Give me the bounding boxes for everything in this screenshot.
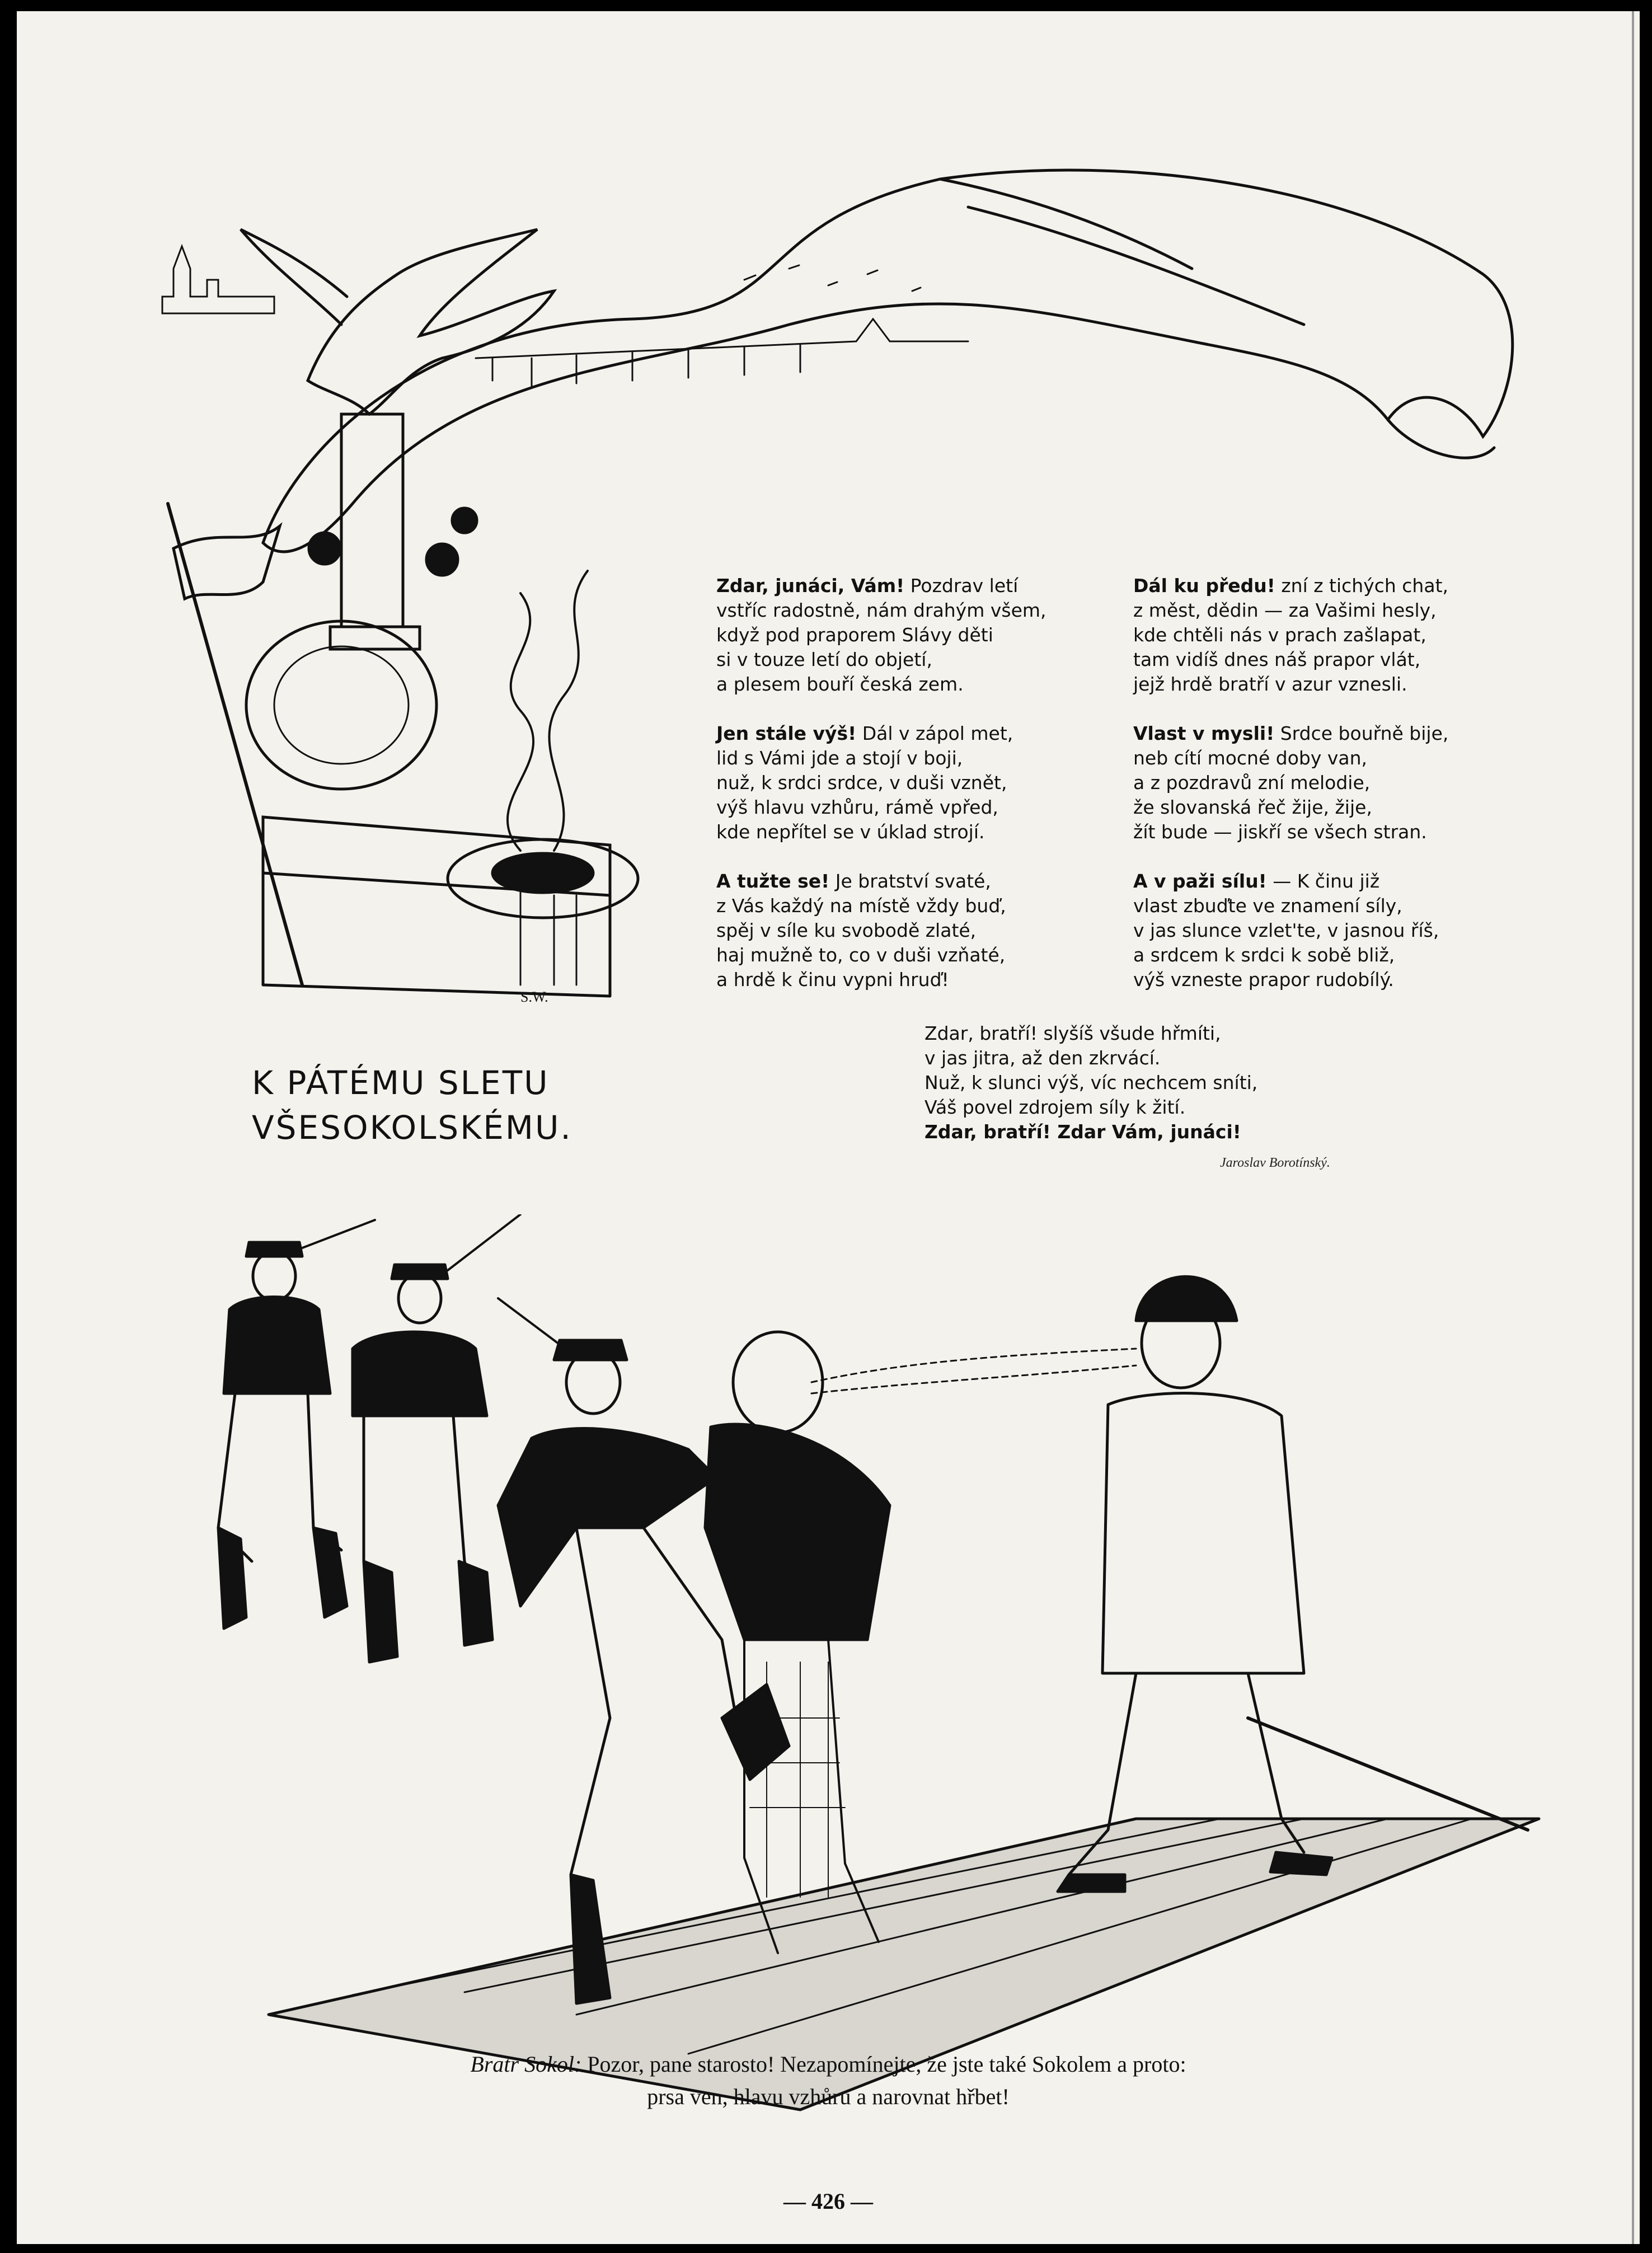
poem-line: spěj v síle ku svobodě zlaté, (716, 919, 977, 941)
stanza (716, 574, 1046, 697)
stanza-lead-words: Jen stále výš! (716, 722, 857, 744)
cartoon-caption (17, 2048, 1640, 2113)
flag-staff (168, 504, 302, 985)
cartoon-illustration (185, 1214, 1556, 2115)
poem-line: haj mužně to, co v duši vzňaté, (716, 944, 1006, 966)
page-number: — 426 — (783, 2189, 873, 2214)
line-text: zní z tichých chat, (1275, 575, 1448, 597)
officer-figure (1058, 1276, 1528, 1891)
poem-line: Zdar, bratří! slyšíš všude hřmíti, (924, 1022, 1221, 1044)
poem-line: a srdcem k srdci k sobě bliž, (1133, 944, 1395, 966)
stanza (716, 721, 1046, 844)
stanza-lead-words: Vlast v mysli! (1133, 722, 1275, 744)
stanza (1133, 721, 1448, 844)
poem-line (1133, 721, 1448, 746)
author-signature: Jaroslav Borotínský. (1220, 1156, 1330, 1170)
title-line-2: VŠESOKOLSKÉMU. (252, 1109, 572, 1147)
breath-lines (811, 1349, 1136, 1393)
poem-line: a plesem bouří česká zem. (716, 673, 964, 695)
poem-line: Zdar, bratří! Zdar Vám, junáci! (924, 1121, 1241, 1143)
stanza (1133, 574, 1448, 697)
prague-skyline (162, 246, 968, 358)
sokol-figure-left (218, 1220, 375, 1628)
poem-line (716, 869, 1046, 894)
poem-line: vstříc radostně, nám drahým všem, (716, 599, 1046, 621)
poem-line: tam vidíš dnes náš prapor vlát, (1133, 649, 1421, 670)
poem-line: výš vzneste prapor rudobílý. (1133, 969, 1394, 991)
poem-column-1 (716, 574, 1046, 1017)
poem-line: nuž, k srdci srdce, v duši vznět, (716, 772, 1007, 794)
poem-line: jejž hrdě bratří v azur vznesli. (1133, 673, 1407, 695)
poem-line: Nuž, k slunci výš, víc nechcem sníti, (924, 1072, 1258, 1093)
stanza-lead-words: Zdar, junáci, Vám! (716, 575, 905, 597)
poem-line: v jas jitra, až den zkrvácí. (924, 1047, 1161, 1069)
poem-line: Váš povel zdrojem síly k žití. (924, 1096, 1186, 1118)
stanza (716, 869, 1046, 992)
page (17, 11, 1640, 2244)
stanza (1133, 869, 1448, 992)
poem-line: kde nepřítel se v úklad strojí. (716, 821, 985, 843)
poem-line: v jas slunce vzlet'te, v jasnou říš, (1133, 919, 1439, 941)
poem-line: kde chtěli nás v prach zašlapat, (1133, 624, 1426, 646)
stanza-lead-words: A tužte se! (716, 870, 830, 892)
poem-line: že slovanská řeč žije, žije, (1133, 796, 1372, 818)
artist-mark: S.W. (520, 989, 548, 1005)
poem-column-2 (1133, 574, 1448, 1017)
poem-line: z měst, dědin — za Vašimi hesly, (1133, 599, 1437, 621)
line-text: Srdce bouřně bije, (1274, 722, 1449, 744)
smoke (508, 571, 588, 851)
caption-speaker: Bratr Sokol: (470, 2052, 582, 2077)
poem-line: žít bude — jiskří se všech stran. (1133, 821, 1427, 843)
poem-line: výš hlavu vzhůru, rámě vpřed, (716, 796, 998, 818)
poem-line: si v touze letí do objetí, (716, 649, 932, 670)
poem-line: a hrdě k činu vypni hruď! (716, 969, 949, 991)
banner-ribbon (263, 170, 1513, 552)
poem-line (716, 721, 1046, 746)
line-text: Dál v zápol met, (856, 722, 1013, 744)
poem-line: když pod praporem Slávy děti (716, 624, 993, 646)
poem-line (716, 574, 1046, 598)
poem-title (252, 1060, 572, 1150)
poem-line (1133, 869, 1448, 894)
poem-line (1133, 574, 1448, 598)
starosta-figure (705, 1332, 890, 1953)
line-text: Je bratství svaté, (829, 870, 991, 892)
caption-line-1 (17, 2048, 1640, 2081)
sokol-figure-middle (353, 1214, 520, 1662)
poem-line: a z pozdravů zní melodie, (1133, 772, 1371, 794)
line-text: Pozdrav letí (904, 575, 1019, 597)
poem-line: neb cítí mocné doby van, (1133, 747, 1368, 769)
title-line-1: K PÁTÉMU SLETU (252, 1064, 550, 1102)
poem-line: lid s Vámi jde a stojí v boji, (716, 747, 963, 769)
line-text: — K činu již (1266, 870, 1380, 892)
poem-final-stanza (924, 1021, 1257, 1144)
page-edge (1632, 11, 1634, 2244)
poem-line: vlast zbuďte ve znamení síly, (1133, 895, 1402, 917)
caption-line-2: prsa ven, hlavu vzhůru a narovnat hřbet! (647, 2084, 1010, 2109)
eagle (308, 229, 554, 414)
poem-line: z Vás každý na místě vždy buď, (716, 895, 1006, 917)
caption-text-1: Pozor, pane starosto! Nezapomínejte, že jste také Sokolem a proto: (581, 2052, 1186, 2077)
pedestal (341, 414, 403, 627)
stanza-lead-words: Dál ku předu! (1133, 575, 1275, 597)
stanza-lead-words: A v paži sílu! (1133, 870, 1267, 892)
